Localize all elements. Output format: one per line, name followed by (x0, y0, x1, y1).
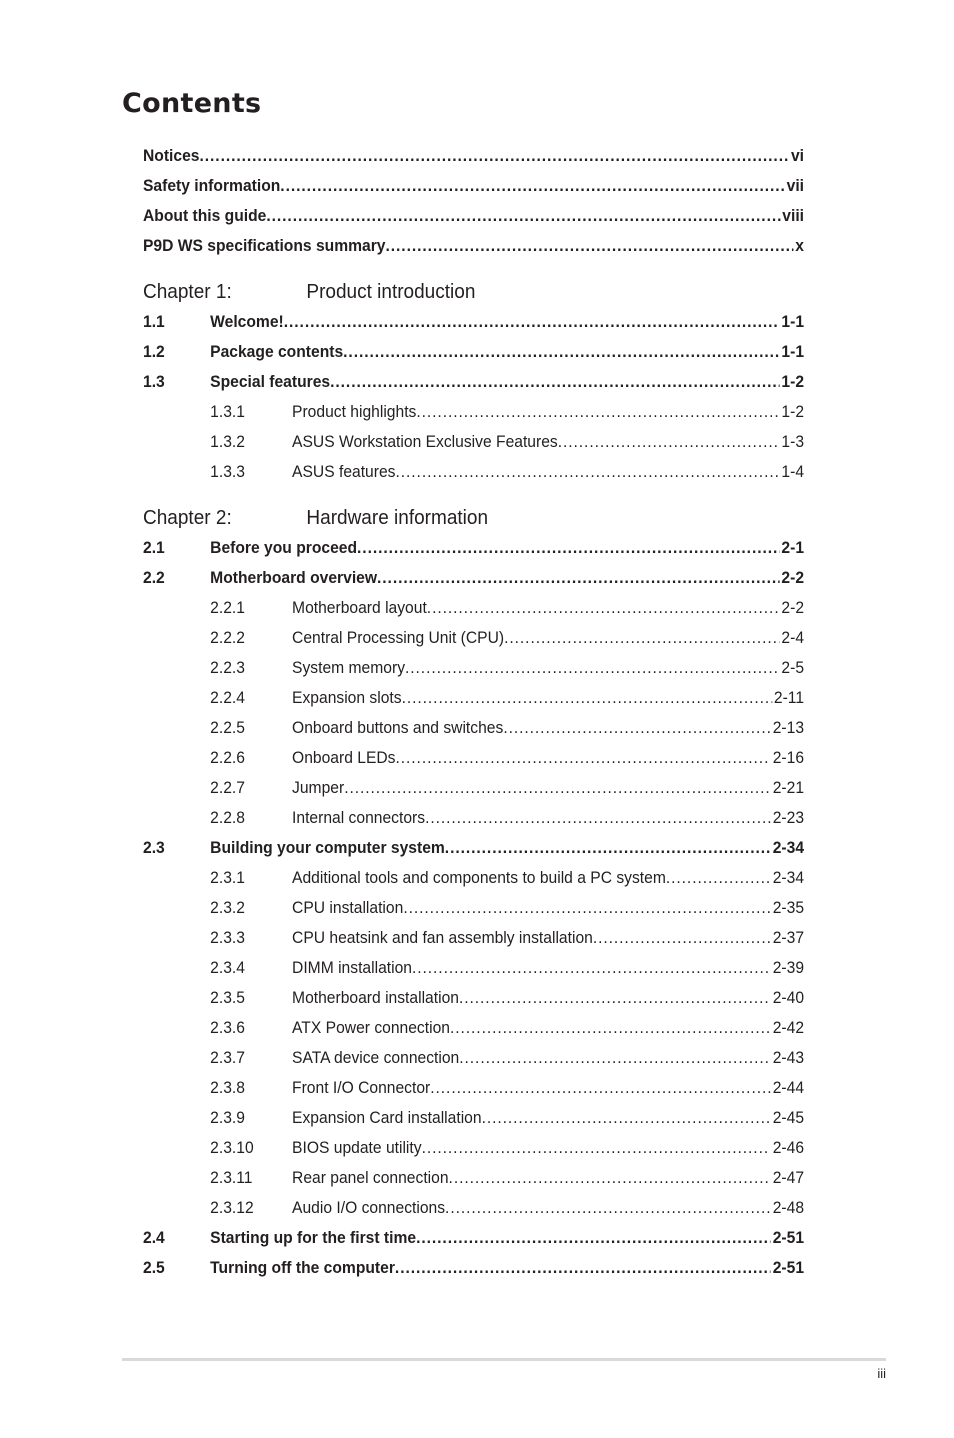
toc-entry-number: 2.2.3 (210, 658, 245, 677)
dot-leader (330, 367, 779, 397)
toc-entry-number: 1.1 (143, 312, 165, 331)
toc-entry-page: viii (782, 206, 805, 225)
chapter-title: Product introduction (306, 281, 476, 303)
toc-entry-label: Internal connectors (292, 808, 426, 827)
toc-entry-page: 2-2 (781, 598, 805, 617)
page-title: Contents (122, 88, 262, 119)
toc-entry-label: ASUS features (292, 462, 396, 481)
toc-entry-page: 2-16 (772, 748, 805, 767)
toc-subentry[interactable] (143, 1073, 804, 1103)
dot-leader (450, 1013, 771, 1043)
toc-entry-label: Safety information (143, 176, 281, 195)
toc-subentry[interactable] (143, 773, 804, 803)
dot-leader (280, 171, 784, 201)
toc-entry-number: 2.3.12 (210, 1198, 254, 1217)
toc-entry-number: 1.3 (143, 372, 165, 391)
dot-leader (284, 307, 780, 337)
toc-entry-number: 2.3.10 (210, 1138, 254, 1157)
toc-entry-page: 2-37 (772, 928, 805, 947)
dot-leader (422, 1133, 771, 1163)
toc-entry-page: vi (790, 146, 805, 165)
toc-entry[interactable] (143, 563, 804, 593)
toc-subentry[interactable] (143, 1103, 804, 1133)
chapter-1-heading[interactable] (143, 277, 771, 307)
dot-leader (449, 1163, 771, 1193)
toc-entry-page: 2-5 (781, 658, 805, 677)
toc-entry-label: Motherboard overview (210, 568, 378, 587)
toc-entry-page: 2-1 (781, 538, 805, 557)
dot-leader (445, 833, 771, 863)
toc-entry-page: 2-2 (781, 568, 805, 587)
dot-leader (344, 773, 771, 803)
toc-entry-page: 2-34 (772, 838, 805, 857)
toc-entry-page: 2-51 (772, 1228, 805, 1247)
table-of-contents (143, 141, 804, 1283)
dot-leader (459, 983, 771, 1013)
toc-entry-label: Turning off the computer (210, 1258, 395, 1277)
toc-entry-page: 1-2 (781, 402, 805, 421)
toc-entry[interactable] (143, 833, 804, 863)
dot-leader (395, 743, 770, 773)
dot-leader (395, 457, 779, 487)
toc-entry-label: Onboard LEDs (292, 748, 396, 767)
toc-entry-number: 2.5 (143, 1258, 165, 1277)
dot-leader (402, 683, 772, 713)
chapter-number: Chapter 1: (143, 281, 232, 303)
toc-entry-page: 2-44 (772, 1078, 805, 1097)
toc-entry-label: BIOS update utility (292, 1138, 422, 1157)
toc-entry-page: 2-40 (772, 988, 805, 1007)
dot-leader (504, 623, 779, 653)
toc-entry[interactable] (143, 533, 804, 563)
toc-entry-number: 1.3.2 (210, 432, 245, 451)
toc-entry-label: Onboard buttons and switches (292, 718, 504, 737)
dot-leader (200, 141, 790, 171)
toc-entry-number: 2.3.9 (210, 1108, 245, 1127)
toc-entry-number: 2.2.8 (210, 808, 245, 827)
toc-entry-label: Motherboard installation (292, 988, 459, 1007)
toc-entry-label: CPU heatsink and fan assembly installation (292, 928, 593, 947)
toc-entry-label: Building your computer system (210, 838, 445, 857)
toc-entry-label: ASUS Workstation Exclusive Features (292, 432, 558, 451)
toc-entry-page: 2-43 (772, 1048, 805, 1067)
dot-leader (459, 1043, 771, 1073)
toc-entry-number: 2.3.3 (210, 928, 245, 947)
toc-entry[interactable] (143, 367, 804, 397)
dot-leader (357, 533, 780, 563)
toc-subentry[interactable] (143, 893, 804, 923)
toc-entry-number: 2.2.7 (210, 778, 245, 797)
dot-leader (445, 1193, 771, 1223)
dot-leader (386, 231, 794, 261)
toc-entry[interactable] (143, 1223, 804, 1253)
toc-entry-page: 2-47 (772, 1168, 805, 1187)
toc-entry-page: 2-13 (772, 718, 805, 737)
dot-leader (425, 803, 771, 833)
toc-entry-label: Jumper (292, 778, 345, 797)
toc-entry-page: 2-34 (772, 868, 805, 887)
toc-entry-page: 2-21 (772, 778, 805, 797)
toc-entry-number: 2.2.1 (210, 598, 245, 617)
toc-subentry[interactable] (143, 593, 804, 623)
dot-leader (403, 893, 771, 923)
toc-entry-page: 2-45 (772, 1108, 805, 1127)
page-number: iii (877, 1366, 886, 1381)
toc-entry-page: vii (786, 176, 805, 195)
toc-entry-page: 2-4 (781, 628, 805, 647)
chapter-2-heading[interactable] (143, 503, 771, 533)
toc-entry-number: 1.3.1 (210, 402, 245, 421)
toc-entry-label: Additional tools and components to build a PC system (292, 868, 666, 887)
toc-subentry[interactable] (143, 683, 804, 713)
dot-leader (430, 1073, 771, 1103)
toc-entry-specifications-summary[interactable] (143, 231, 804, 261)
toc-entry-number: 2.2.4 (210, 688, 245, 707)
toc-entry-page: 2-39 (772, 958, 805, 977)
dot-leader (482, 1103, 771, 1133)
toc-subentry[interactable] (143, 427, 804, 457)
toc-entry-label: Expansion Card installation (292, 1108, 482, 1127)
toc-entry-page: 1-3 (781, 432, 805, 451)
toc-entry-page: 1-4 (781, 462, 805, 481)
dot-leader (503, 713, 771, 743)
toc-entry-label: Package contents (210, 342, 344, 361)
dot-leader (416, 397, 779, 427)
footer-divider (122, 1358, 886, 1361)
dot-leader (593, 923, 771, 953)
toc-entry-label: System memory (292, 658, 406, 677)
chapter-title: Hardware information (306, 507, 489, 529)
dot-leader (405, 653, 780, 683)
toc-entry-number: 2.3.8 (210, 1078, 245, 1097)
toc-entry-label: ATX Power connection (292, 1018, 450, 1037)
toc-entry-label: Product highlights (292, 402, 417, 421)
toc-entry-label: Before you proceed (210, 538, 358, 557)
toc-subentry[interactable] (143, 457, 804, 487)
toc-entry-page: 2-46 (772, 1138, 805, 1157)
toc-entry-label: Rear panel connection (292, 1168, 449, 1187)
toc-entry-label: CPU installation (292, 898, 404, 917)
toc-subentry[interactable] (143, 953, 804, 983)
toc-entry-page: 1-2 (781, 372, 805, 391)
toc-entry-label: Motherboard layout (292, 598, 427, 617)
toc-entry-label: Notices (143, 146, 200, 165)
toc-entry-label: SATA device connection (292, 1048, 460, 1067)
toc-entry-label: Audio I/O connections (292, 1198, 446, 1217)
toc-entry-label: Central Processing Unit (CPU) (292, 628, 505, 647)
toc-entry-number: 2.3.6 (210, 1018, 245, 1037)
toc-entry-number: 2.2.6 (210, 748, 245, 767)
toc-entry-number: 2.3.2 (210, 898, 245, 917)
dot-leader (416, 1223, 771, 1253)
toc-entry-label: Front I/O Connector (292, 1078, 431, 1097)
toc-entry-label: About this guide (143, 206, 267, 225)
toc-subentry[interactable] (143, 713, 804, 743)
dot-leader (427, 593, 780, 623)
dot-leader (558, 427, 780, 457)
toc-subentry[interactable] (143, 1043, 804, 1073)
toc-entry[interactable] (143, 1253, 804, 1283)
dot-leader (343, 337, 779, 367)
toc-subentry[interactable] (143, 623, 804, 653)
toc-entry-page: 2-42 (772, 1018, 805, 1037)
toc-subentry[interactable] (143, 803, 804, 833)
toc-entry-label: Welcome! (210, 312, 284, 331)
toc-entry[interactable] (143, 307, 804, 337)
toc-entry-page: 2-35 (772, 898, 805, 917)
toc-entry-number: 2.2 (143, 568, 165, 587)
toc-subentry[interactable] (143, 1193, 804, 1223)
toc-subentry[interactable] (143, 743, 804, 773)
toc-entry-number: 1.3.3 (210, 462, 245, 481)
toc-entry-number: 2.4 (143, 1228, 165, 1247)
toc-entry-number: 2.2.2 (210, 628, 245, 647)
toc-entry-about-this-guide[interactable] (143, 201, 804, 231)
toc-entry-number: 2.3.4 (210, 958, 245, 977)
toc-subentry[interactable] (143, 1163, 804, 1193)
dot-leader (666, 863, 771, 893)
toc-entry[interactable] (143, 337, 804, 367)
toc-entry-number: 2.3.5 (210, 988, 245, 1007)
toc-entry-safety-information[interactable] (143, 171, 804, 201)
toc-entry-label: DIMM installation (292, 958, 412, 977)
dot-leader (266, 201, 780, 231)
toc-subentry[interactable] (143, 863, 804, 893)
toc-entry-page: 2-23 (772, 808, 805, 827)
toc-entry-page: 2-51 (772, 1258, 805, 1277)
toc-entry-number: 1.2 (143, 342, 165, 361)
toc-entry-page: 2-48 (772, 1198, 805, 1217)
toc-entry-page: 1-1 (781, 312, 805, 331)
toc-entry-page: 1-1 (781, 342, 805, 361)
toc-entry-number: 2.3 (143, 838, 165, 857)
toc-entry-notices[interactable] (143, 141, 804, 171)
toc-subentry[interactable] (143, 397, 804, 427)
toc-subentry[interactable] (143, 1013, 804, 1043)
toc-subentry[interactable] (143, 653, 804, 683)
dot-leader (377, 563, 780, 593)
toc-entry-label: Expansion slots (292, 688, 402, 707)
dot-leader (412, 953, 771, 983)
toc-subentry[interactable] (143, 1133, 804, 1163)
chapter-number: Chapter 2: (143, 507, 232, 529)
toc-entry-number: 2.1 (143, 538, 165, 557)
toc-subentry[interactable] (143, 923, 804, 953)
toc-entry-label: P9D WS specifications summary (143, 236, 386, 255)
toc-entry-label: Starting up for the first time (210, 1228, 417, 1247)
toc-entry-page: 2-11 (773, 688, 805, 707)
toc-entry-label: Special features (210, 372, 331, 391)
toc-entry-number: 2.3.7 (210, 1048, 245, 1067)
toc-entry-number: 2.2.5 (210, 718, 245, 737)
toc-subentry[interactable] (143, 983, 804, 1013)
toc-entry-page: x (795, 236, 805, 255)
toc-entry-number: 2.3.1 (210, 868, 245, 887)
toc-entry-number: 2.3.11 (210, 1168, 253, 1187)
dot-leader (395, 1253, 771, 1283)
